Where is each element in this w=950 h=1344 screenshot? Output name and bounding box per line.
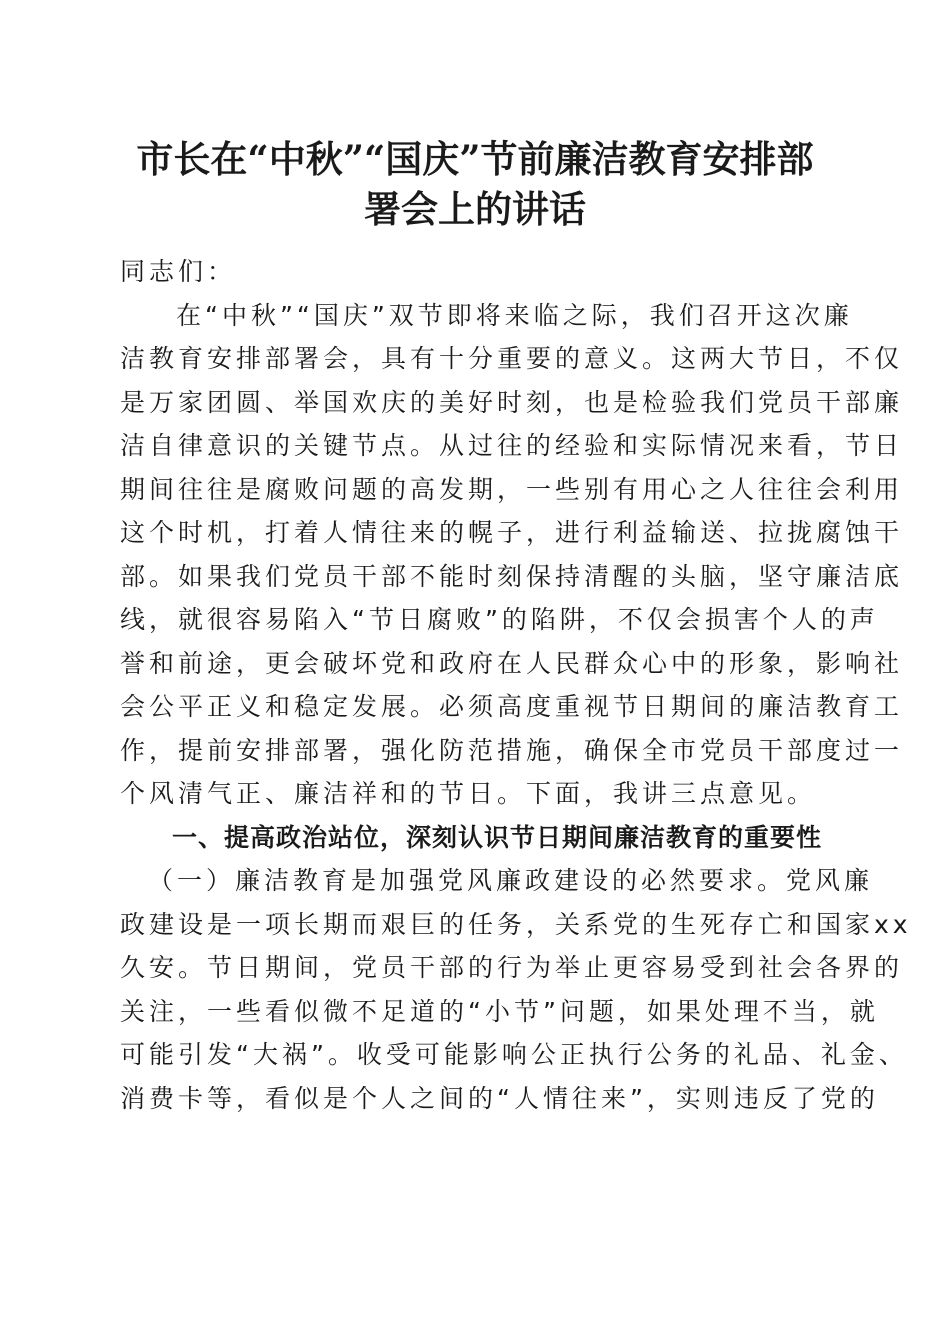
paragraph-line: 在“中秋”“国庆”双节即将来临之际，我们召开这次廉: [176, 300, 853, 330]
paragraph-intro: [120, 294, 904, 816]
paragraph-line: 线，就很容易陷入“节日腐败”的陷阱，不仅会损害个人的声: [120, 605, 879, 634]
paragraph-line: 期间往往是腐败问题的高发期，一些别有用心之人往往会利用: [120, 474, 904, 504]
paragraph-line: 是万家团圆、举国欢庆的美好时刻，也是检验我们党员干部廉: [120, 387, 904, 417]
paragraph-line: 洁教育安排部署会，具有十分重要的意义。这两大节日，不仅: [120, 344, 904, 373]
paragraph-line: 洁自律意识的关键节点。从过往的经验和实际情况来看，节日: [120, 431, 904, 460]
document-body: [120, 250, 912, 1120]
section-heading-1: 一、提高政治站位，深刻认识节日期间廉洁教育的重要性: [172, 822, 823, 852]
paragraph-section-1-1: [120, 859, 912, 1120]
paragraph-line: （一）廉洁教育是加强党风廉政建设的必然要求。党风廉: [148, 866, 874, 895]
paragraph-line: 作，提前安排部署，强化防范措施，确保全市党员干部度过一: [120, 735, 904, 765]
title-line-1: 市长在“中秋”“国庆”节前廉洁教育安排部: [136, 137, 814, 181]
paragraph-line: 可能引发“大祸”。收受可能影响公正执行公务的礼品、礼金、: [120, 1040, 908, 1069]
paragraph-line: 消费卡等，看似是个人之间的“人情往来”，实则违反了党的: [120, 1083, 879, 1113]
paragraph-line: 部。如果我们党员干部不能时刻保持清醒的头脑，坚守廉洁底: [120, 561, 904, 591]
salutation: 同志们：: [120, 257, 237, 286]
paragraph-line: 政建设是一项长期而艰巨的任务，关系党的生死存亡和国家xx: [120, 909, 912, 939]
paragraph-line: 誉和前途，更会破坏党和政府在人民群众心中的形象，影响社: [120, 648, 904, 678]
paragraph-line: 久安。节日期间，党员干部的行为举止更容易受到社会各界的: [120, 953, 904, 982]
paragraph-line: 会公平正义和稳定发展。必须高度重视节日期间的廉洁教育工: [120, 692, 904, 721]
paragraph-line: 关注，一些看似微不足道的“小节”问题，如果处理不当，就: [120, 996, 879, 1026]
paragraph-line: 这个时机，打着人情往来的幌子，进行利益输送、拉拢腐蚀干: [120, 518, 904, 547]
document-title: [100, 134, 850, 234]
paragraph-line: 个风清气正、廉洁祥和的节日。下面，我讲三点意见。: [120, 779, 817, 808]
title-line-2: 署会上的讲话: [364, 187, 586, 231]
